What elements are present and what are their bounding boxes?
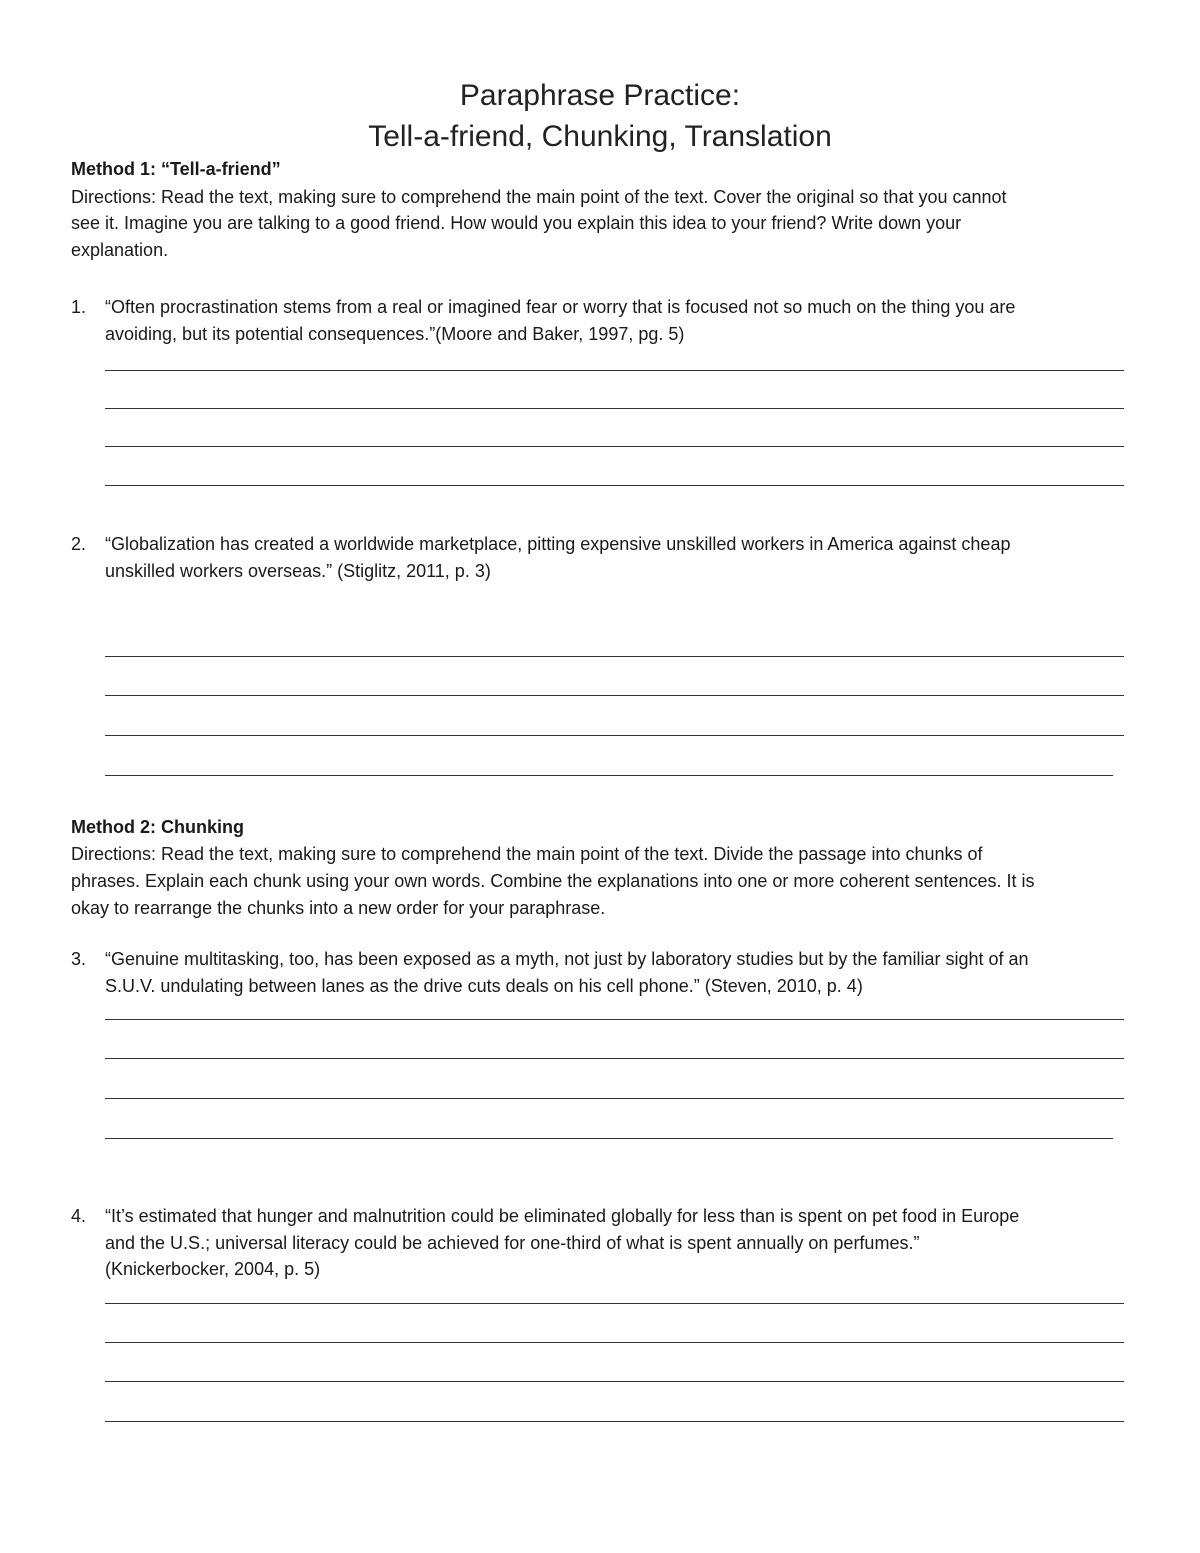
answer-line[interactable] (105, 1058, 1124, 1059)
item-number: 1. (71, 297, 87, 317)
answer-line[interactable] (105, 1303, 1124, 1304)
item-quote-line: unskilled workers overseas.” (Stiglitz, 2011, p. 3) (105, 561, 491, 581)
item-quote-line: (Knickerbocker, 2004, p. 5) (105, 1259, 321, 1279)
answer-line[interactable] (105, 485, 1124, 486)
method2-directions-line: okay to rearrange the chunks into a new order for your paraphrase. (71, 898, 606, 918)
method2-directions-line: Directions: Read the text, making sure to comprehend the main point of the text. Divide the passage into chunks of (71, 844, 983, 864)
page-subtitle: Tell-a-friend, Chunking, Translation (368, 120, 832, 153)
answer-line[interactable] (105, 775, 1113, 776)
item-number: 2. (71, 534, 87, 554)
method1-directions-line: see it. Imagine you are talking to a good friend. How would you explain this idea to your friend? Write down your (71, 213, 962, 233)
item-quote-line: “Genuine multitasking, too, has been exposed as a myth, not just by laboratory studies but by the familiar sight of an (105, 949, 1029, 969)
item-number: 3. (71, 949, 87, 969)
method1-heading: Method 1: “Tell-a-friend” (71, 159, 281, 179)
answer-line[interactable] (105, 695, 1124, 696)
item-quote-line: avoiding, but its potential consequences.”(Moore and Baker, 1997, pg. 5) (105, 324, 685, 344)
method1-directions-line: explanation. (71, 240, 169, 260)
answer-line[interactable] (105, 1421, 1124, 1422)
answer-line[interactable] (105, 735, 1124, 736)
item-quote-line: and the U.S.; universal literacy could be achieved for one-third of what is spent annually on perfumes.” (105, 1233, 920, 1253)
item-quote-line: “It’s estimated that hunger and malnutrition could be eliminated globally for less than is spent on pet food in Europe (105, 1206, 1020, 1226)
answer-line[interactable] (105, 1138, 1113, 1139)
answer-line[interactable] (105, 1381, 1124, 1382)
answer-line[interactable] (105, 446, 1124, 447)
answer-line[interactable] (105, 1342, 1124, 1343)
item-number: 4. (71, 1206, 87, 1226)
method2-directions-line: phrases. Explain each chunk using your own words. Combine the explanations into one or more coherent sentences. It is (71, 871, 1035, 891)
answer-line[interactable] (105, 408, 1124, 409)
answer-line[interactable] (105, 1098, 1124, 1099)
answer-line[interactable] (105, 1019, 1124, 1020)
item-quote-line: “Globalization has created a worldwide marketplace, pitting expensive unskilled workers in America against cheap (105, 534, 1011, 554)
page-title: Paraphrase Practice: (459, 79, 741, 112)
method1-directions-line: Directions: Read the text, making sure to comprehend the main point of the text. Cover the original so that you cannot (71, 187, 1007, 207)
item-quote-line: “Often procrastination stems from a real or imagined fear or worry that is focused not so much on the thing you are (105, 297, 1016, 317)
answer-line[interactable] (105, 656, 1124, 657)
method2-heading: Method 2: Chunking (71, 817, 244, 837)
answer-line[interactable] (105, 370, 1124, 371)
item-quote-line: S.U.V. undulating between lanes as the drive cuts deals on his cell phone.” (Steven, 2010, p. 4) (105, 976, 863, 996)
